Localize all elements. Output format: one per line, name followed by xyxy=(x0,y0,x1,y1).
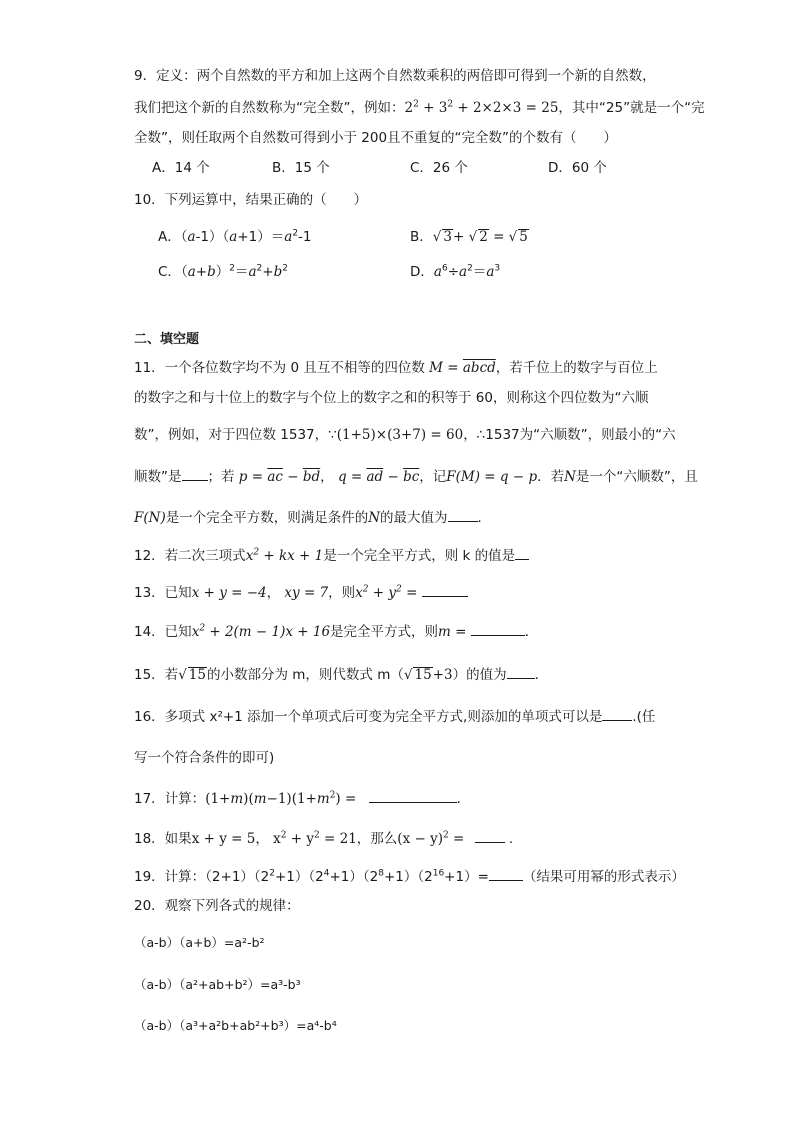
q18-line: 18．如果x + y = 5， $x^2 + y^2 = 21$，那么$(x - y)^2$ = . xyxy=(134,828,513,849)
q15-answer-blank[interactable] xyxy=(507,664,535,679)
q9-line-3: 全数”，则任取两个自然数可得到小于 200且不重复的“完全数”的个数有（ ） xyxy=(134,130,618,146)
q13-answer-blank[interactable] xyxy=(422,582,468,597)
q10-option-b: B．√ 3+ √ 2 = √ 5 xyxy=(410,229,528,245)
q20-example-1: （a-b）（a+b）=a²-b² xyxy=(134,935,265,950)
q16-line-1: 16．多项式 x²+1 添加一个单项式后可变为完全平方式,则添加的单项式可以是 .(任 xyxy=(134,706,655,727)
q12-line: 12．若二次三项式$x^2$ + kx + 1是一个完全平方式，则 k 的值是 xyxy=(134,545,529,566)
q11-line-1: 11．一个各位数字均不为 0 且互不相等的四位数 M = abcd，若千位上的数字与百位上 xyxy=(134,360,658,376)
q13-line: 13．已知x + y = −4， xy = 7，则$x^2 + y^2$ = xyxy=(134,582,468,603)
section-title-fill-in: 二、填空题 xyxy=(134,332,200,347)
q10-option-c: C．$(a+b)^2=a^2+b^2$ xyxy=(158,263,288,280)
q9-example-formula: $2^2 + 3^2 + 2\times 2\times 3 = 25$ xyxy=(404,99,559,116)
q19-answer-blank[interactable] xyxy=(489,866,523,881)
q15-line: 15．若√ 15的小数部分为 m，则代数式 m（√ 15+3）的值为 ． xyxy=(134,664,548,685)
q9-line-2: 我们把这个新的自然数称为“完全数”，例如：$2^2 + 3^2 + 2\times 2\times 3 = 25$，其中“25”就是一个“完 xyxy=(134,99,705,116)
q11-answer-blank-2[interactable] xyxy=(448,507,478,522)
q11-line-2: 的数字之和与十位上的数字与个位上的数字之和的积等于 60，则称这个四位数为“六顺 xyxy=(134,390,649,406)
q11-line-3: 数”，例如，对于四位数 1537，∵(1+5)×(3+7) = 60，∴1537为“六顺数”，则最小的“六 xyxy=(134,427,676,443)
q12-answer-blank[interactable] xyxy=(515,545,529,560)
q14-answer-blank[interactable] xyxy=(471,621,525,636)
q11-line-4: 顺数”是 ；若 $p = \overline{ac} - \overline{bd}$， $q = \overline{ad} - \overline{bc}$，记F(M) = q − p．若N是一个“六顺数”，且 xyxy=(134,466,698,487)
q11-line-5: F(N)是一个完全平方数，则满足条件的N的最大值为 ． xyxy=(134,507,491,528)
q9-line-1: 9．定义：两个自然数的平方和加上这两个自然数乘积的两倍即可得到一个新的自然数， xyxy=(134,68,656,84)
q20-stem: 20．观察下列各式的规律： xyxy=(134,898,300,914)
q18-answer-blank[interactable] xyxy=(475,828,505,843)
q10-stem: 10．下列运算中，结果正确的（ ） xyxy=(134,192,368,208)
q19-line: 19．计算：$(2+1)(2^2+1)(2^4+1)(2^8+1)(2^{16}+1)=$ （结果可用幂的形式表示） xyxy=(134,866,685,887)
q20-example-2: （a-b）（a²+ab+b²）=a³-b³ xyxy=(134,977,301,992)
q9-option-a: A．14 个 xyxy=(152,160,210,176)
q10-option-d: D．$a^6\div a^2=a^3$ xyxy=(410,263,501,280)
q11-answer-blank-1[interactable] xyxy=(182,466,208,481)
q9-option-b: B．15 个 xyxy=(272,160,330,176)
q17-line: 17．计算：$(1+m)(m-1)(1+m^2)$ = ． xyxy=(134,788,470,809)
q10-option-a: A．$(a-1)(a+1)=a^2-1$ xyxy=(158,228,312,245)
q9-option-d: D．60 个 xyxy=(548,160,607,176)
q16-line-2: 写一个符合条件的即可) xyxy=(134,750,275,766)
q20-example-3: （a-b）（a³+a²b+ab²+b³）=a⁴-b⁴ xyxy=(134,1018,337,1033)
q16-answer-blank[interactable] xyxy=(602,706,632,721)
q9-option-c: C．26 个 xyxy=(410,160,468,176)
q14-line: 14．已知$x^2 + 2(m - 1)x + 16$是完全平方式，则m = ． xyxy=(134,621,538,642)
q17-answer-blank[interactable] xyxy=(369,788,457,803)
